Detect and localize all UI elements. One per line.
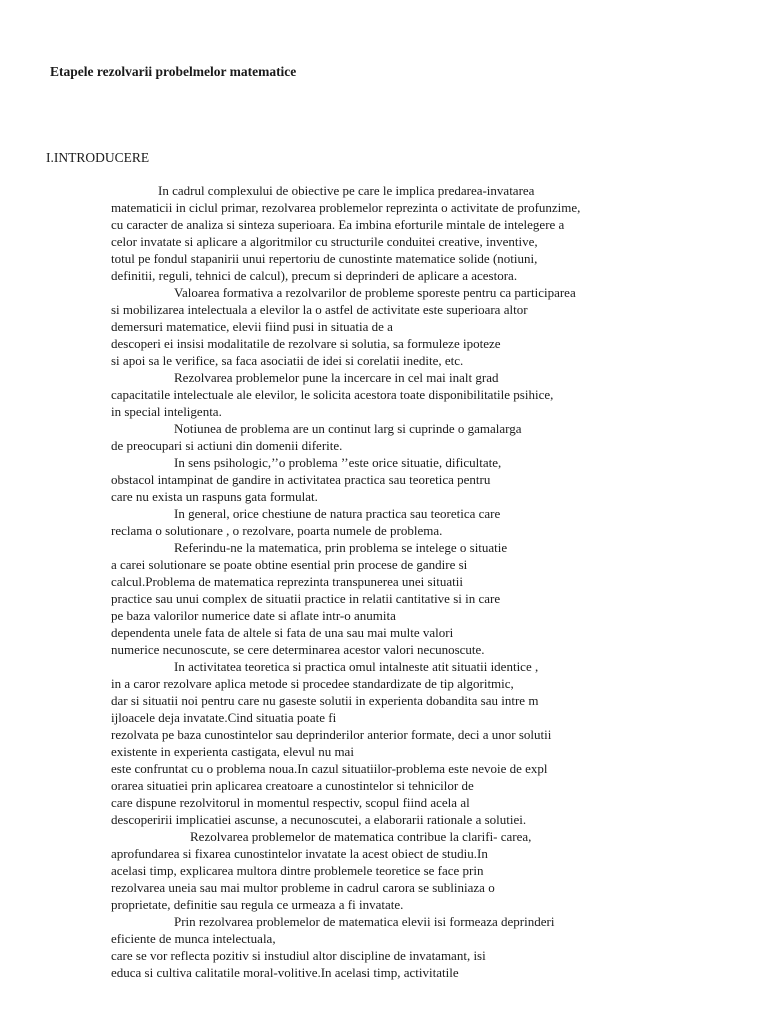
text-line: existente in experienta castigata, elevul nu mai	[111, 744, 354, 759]
text-line: descoperi ei insisi modalitatile de rezolvare si solutia, sa formuleze ipoteze	[111, 336, 501, 351]
text-line: proprietate, definitie sau regula ce urmeaza a fi invatate.	[111, 897, 404, 912]
text-line: acelasi timp, explicarea multora dintre problemele teoretice se face prin	[111, 863, 484, 878]
text-line: numerice necunoscute, se cere determinarea acestor valori necunoscute.	[111, 642, 485, 657]
text-line: In cadrul complexului de obiective pe care le implica predarea-invatarea	[158, 183, 535, 198]
text-line: reclama o solutionare , o rezolvare, poarta numele de problema.	[111, 523, 443, 538]
text-line: rezolvata pe baza cunostintelor sau deprinderilor anterior formate, deci a unor solutii	[111, 727, 552, 742]
text-line: practice sau unui complex de situatii practice in relatii cantitative si in care	[111, 591, 501, 606]
text-line: demersuri matematice, elevii fiind pusi in situatia de a	[111, 319, 393, 334]
text-line: pe baza valorilor numerice date si aflate intr-o anumita	[111, 608, 396, 623]
section-heading: I.INTRODUCERE	[46, 150, 150, 165]
text-line: matematicii in ciclul primar, rezolvarea problemelor reprezinta o activitate de profunzime,	[111, 200, 581, 215]
text-line: Referindu-ne la matematica, prin problema se intelege o situatie	[174, 540, 508, 555]
text-line: Prin rezolvarea problemelor de matematica elevii isi formeaza deprinderi	[174, 914, 555, 929]
text-line: eficiente de munca intelectuala,	[111, 931, 276, 946]
text-line: in special inteligenta.	[111, 404, 222, 419]
text-line: calcul.Problema de matematica reprezinta transpunerea unei situatii	[111, 574, 463, 589]
text-line: de preocupari si actiuni din domenii diferite.	[111, 438, 343, 453]
text-line: Valoarea formativa a rezolvarilor de probleme sporeste pentru ca participarea	[174, 285, 576, 300]
text-line: este confruntat cu o problema noua.In cazul situatiilor-problema este nevoie de expl	[111, 761, 548, 776]
text-line: cu caracter de analiza si sinteza superioara. Ea imbina eforturile mintale de intelegere a	[111, 217, 565, 232]
document-title: Etapele rezolvarii probelmelor matematice	[50, 64, 297, 79]
text-line: aprofundarea si fixarea cunostintelor invatate la acest obiect de studiu.In	[111, 846, 488, 861]
text-line: ijloacele deja invatate.Cind situatia poate fi	[111, 710, 337, 725]
text-line: descoperirii implicatiei ascunse, a necunoscutei, a elaborarii rationale a solutiei.	[111, 812, 527, 827]
text-line: totul pe fondul stapanirii unui repertoriu de cunostinte matematice solide (notiuni,	[111, 251, 538, 266]
text-line: in a caror rezolvare aplica metode si procedee standardizate de tip algoritmic,	[111, 676, 514, 691]
text-line: orarea situatiei prin aplicarea creatoare a cunostintelor si tehnicilor de	[111, 778, 474, 793]
text-line: In general, orice chestiune de natura practica sau teoretica care	[174, 506, 501, 521]
text-line: care dispune rezolvitorul in momentul respectiv, scopul fiind acela al	[111, 795, 470, 810]
text-line: In activitatea teoretica si practica omul intalneste atit situatii identice ,	[174, 659, 539, 674]
text-line: capacitatile intelectuale ale elevilor, le solicita acestora toate disponibilitatile psihice,	[111, 387, 554, 402]
text-line: dependenta unele fata de altele si fata de una sau mai multe valori	[111, 625, 454, 640]
text-line: rezolvarea uneia sau mai multor probleme in cadrul carora se subliniaza o	[111, 880, 495, 895]
text-line: Rezolvarea problemelor pune la incercare in cel mai inalt grad	[174, 370, 499, 385]
text-line: si mobilizarea intelectuala a elevilor la o astfel de activitate este superioara altor	[111, 302, 528, 317]
text-line: a carei solutionare se poate obtine esential prin procese de gandire si	[111, 557, 468, 572]
text-line: educa si cultiva calitatile moral-volitive.In acelasi timp, activitatile	[111, 965, 459, 980]
text-line: obstacol intampinat de gandire in activitatea practica sau teoretica pentru	[111, 472, 491, 487]
text-line: care se vor reflecta pozitiv si instudiul altor discipline de invatamant, isi	[111, 948, 486, 963]
text-line: definitii, reguli, tehnici de calcul), precum si deprinderi de aplicare a acestora.	[111, 268, 518, 283]
text-line: Rezolvarea problemelor de matematica contribue la clarifi- carea,	[190, 829, 532, 844]
text-line: celor invatate si aplicare a algoritmilor cu structurile conduitei creative, inventive,	[111, 234, 538, 249]
text-line: In sens psihologic,’’o problema ’’este orice situatie, dificultate,	[174, 455, 502, 470]
text-line: si apoi sa le verifice, sa faca asociatii de idei si corelatii inedite, etc.	[111, 353, 464, 368]
text-line: care nu exista un raspuns gata formulat.	[111, 489, 318, 504]
text-line: dar si situatii noi pentru care nu gaseste solutii in experienta dobandita sau intre m	[111, 693, 539, 708]
text-line: Notiunea de problema are un continut larg si cuprinde o gamalarga	[174, 421, 522, 436]
